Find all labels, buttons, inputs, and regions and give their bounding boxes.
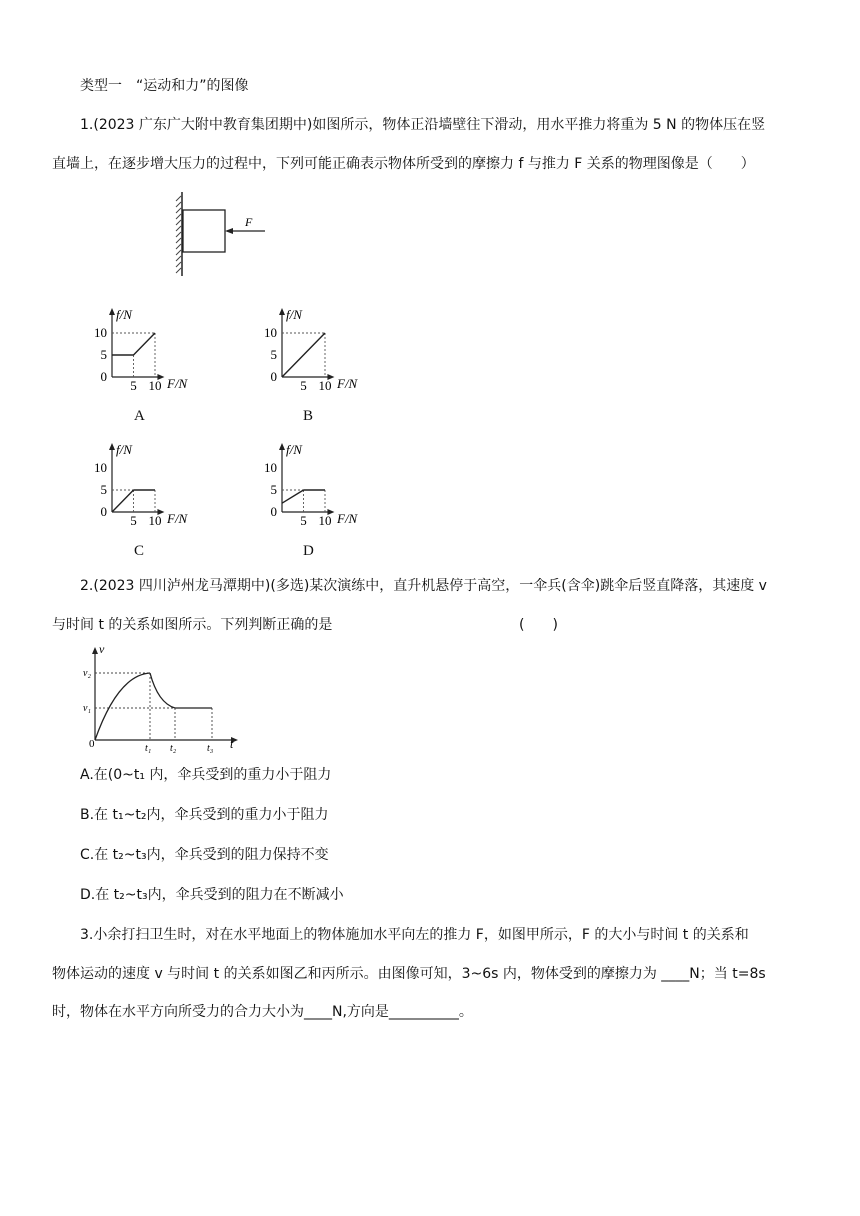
y-tick-label: 5 — [270, 482, 277, 497]
q2-text-line2: 与时间 t 的关系如图所示。下列判断正确的是 — [52, 617, 333, 633]
t3-label: t₃ — [207, 743, 214, 754]
t1-label: t₁ — [145, 743, 152, 754]
x-tick-label: 5 — [130, 378, 137, 393]
y-axis-label: f/N — [286, 442, 302, 457]
q1-text-line2: 直墙上，在逐步增大压力的过程中，下列可能正确表示物体所受到的摩擦力 f 与推力 F 关系的物理图像是（ ） — [52, 156, 755, 172]
y-tick-label: 10 — [94, 325, 107, 340]
x-tick-label: 5 — [300, 513, 307, 528]
y-tick-label: 0 — [270, 504, 277, 519]
x-axis-label: F/N — [167, 376, 188, 391]
option-graph-c — [92, 440, 202, 540]
x-tick-label: 5 — [300, 378, 307, 393]
graph-segment — [134, 333, 156, 355]
force-label: F — [245, 215, 253, 229]
x-tick-label: 5 — [130, 513, 137, 528]
x-tick-label: 10 — [318, 513, 332, 528]
q3-text-line3: 时，物体在水平方向所受力的合力大小为____N,方向是__________。 — [52, 1004, 473, 1020]
graph-segment — [282, 333, 325, 377]
x-tick-label: 10 — [148, 378, 162, 393]
wall-block-figure — [165, 190, 275, 280]
x-axis-label: F/N — [337, 376, 358, 391]
y-axis-label: f/N — [116, 307, 132, 322]
y-tick-label: 10 — [264, 460, 277, 475]
q2-text-line1: 2.(2023 四川泸州龙马潭期中)(多选)某次演练中，直升机悬停于高空，一伞兵(含伞)跳伞后竖直降落，其速度 v — [80, 578, 767, 594]
x-tick-label: 10 — [148, 513, 162, 528]
x-tick-label: 10 — [318, 378, 332, 393]
q3-text-line1: 3.小余打扫卫生时，对在水平地面上的物体施加水平向左的推力 F，如图甲所示，F 的大小与时间 t 的关系和 — [80, 927, 749, 943]
origin-label: 0 — [89, 738, 95, 750]
option-label-b: B — [303, 408, 314, 424]
y-axis-label: f/N — [286, 307, 302, 322]
option-label-d: D — [303, 543, 314, 559]
x-axis-label: F/N — [337, 511, 358, 526]
q2-vt-graph — [80, 645, 250, 755]
q2-option-d: D.在 t₂~t₃内，伞兵受到的阻力在不断减小 — [80, 887, 344, 903]
y-tick-label: 10 — [264, 325, 277, 340]
v2-label: v₂ — [83, 668, 91, 679]
section-heading: 类型一 “运动和力”的图像 — [80, 78, 249, 94]
t2-label: t₂ — [170, 743, 177, 754]
y-tick-label: 0 — [100, 504, 107, 519]
t-axis-label: t — [230, 737, 234, 751]
y-tick-label: 5 — [100, 482, 107, 497]
q3-text-line2: 物体运动的速度 v 与时间 t 的关系如图乙和丙所示。由图像可知，3~6s 内，物体受到的摩擦力为 ____N；当 t=8s — [52, 966, 766, 982]
option-graph-b — [262, 305, 372, 405]
option-graph-a — [92, 305, 202, 405]
q2-option-a: A.在(0~t₁ 内，伞兵受到的重力小于阻力 — [80, 767, 332, 783]
block — [183, 210, 225, 252]
q2-answer-blank: ( ) — [519, 617, 558, 633]
option-graph-d — [262, 440, 372, 540]
x-axis-label: F/N — [167, 511, 188, 526]
option-label-c: C — [134, 543, 145, 559]
velocity-curve-rise — [95, 673, 150, 740]
y-tick-label: 0 — [100, 369, 107, 384]
y-tick-label: 10 — [94, 460, 107, 475]
v-axis-label: v — [99, 645, 105, 656]
graph-segment — [282, 490, 304, 503]
v1-label: v₁ — [83, 703, 91, 714]
y-tick-label: 0 — [270, 369, 277, 384]
y-tick-label: 5 — [270, 347, 277, 362]
q2-option-b: B.在 t₁~t₂内，伞兵受到的重力小于阻力 — [80, 807, 329, 823]
option-label-a: A — [134, 408, 145, 424]
velocity-curve-fall — [150, 673, 175, 708]
y-axis-label: f/N — [116, 442, 132, 457]
q2-option-c: C.在 t₂~t₃内，伞兵受到的阻力保持不变 — [80, 847, 329, 863]
q1-text-line1: 1.(2023 广东广大附中教育集团期中)如图所示，物体正沿墙壁往下滑动，用水平推力将重为 5 N 的物体压在竖 — [80, 117, 766, 133]
graph-segment — [112, 490, 134, 512]
y-tick-label: 5 — [100, 347, 107, 362]
